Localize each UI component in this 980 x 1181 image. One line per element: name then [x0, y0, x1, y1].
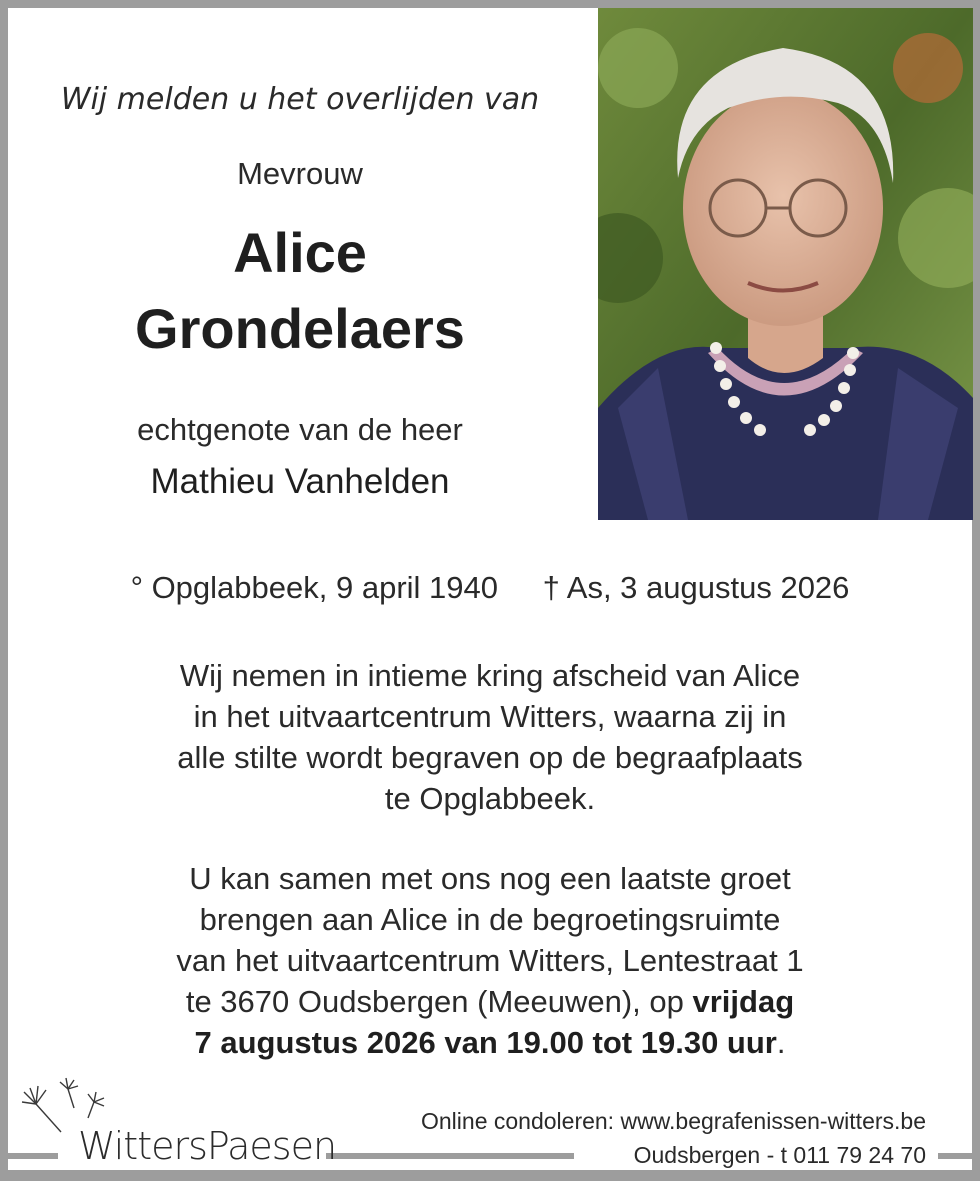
online-condolence-link[interactable]: Online condoleren: www.begrafenissen-witters.be	[421, 1108, 926, 1134]
footer-rule-right	[938, 1153, 980, 1159]
death-info: † As, 3 augustus 2026	[542, 570, 850, 605]
deceased-last-name: Grondelaers	[135, 297, 465, 360]
visitation-day: vrijdag	[692, 984, 795, 1019]
paragraph-line: alle stilte wordt begraven op de begraafplaats	[177, 740, 803, 775]
spouse-name: Mathieu Vanhelden	[150, 462, 450, 501]
company-logo-text: WittersPaesen	[78, 1124, 337, 1168]
paragraph-line	[0, 981, 980, 1022]
paragraph-line: Wij nemen in intieme kring afscheid van Alice	[179, 658, 801, 693]
footer-rule-middle	[326, 1153, 574, 1159]
farewell-paragraph	[0, 655, 980, 819]
period: .	[776, 1025, 786, 1060]
paragraph-line	[0, 1022, 980, 1063]
contact-info: Oudsbergen - t 011 79 24 70	[633, 1142, 926, 1168]
life-dates	[0, 570, 980, 606]
birth-info: ° Opglabbeek, 9 april 1940	[130, 570, 498, 605]
paragraph-line: U kan samen met ons nog een laatste groet	[189, 861, 791, 896]
paragraph-line: te Opglabbeek.	[384, 781, 596, 816]
intro-text: Wij melden u het overlijden van	[60, 82, 540, 117]
paragraph-line: in het uitvaartcentrum Witters, waarna zij in	[193, 699, 787, 734]
honorific: Mevrouw	[237, 156, 363, 191]
visitation-paragraph	[0, 858, 980, 1063]
visitation-datetime: 7 augustus 2026 van 19.00 tot 19.30 uur	[194, 1025, 777, 1060]
paragraph-line: brengen aan Alice in de begroetingsruimte	[199, 902, 781, 937]
address-text: te 3670 Oudsbergen (Meeuwen), op	[185, 984, 693, 1019]
portrait-photo	[598, 8, 973, 520]
paragraph-line: van het uitvaartcentrum Witters, Lentestraat 1	[176, 943, 804, 978]
spouse-label: echtgenote van de heer	[137, 412, 463, 447]
deceased-first-name: Alice	[233, 221, 367, 284]
